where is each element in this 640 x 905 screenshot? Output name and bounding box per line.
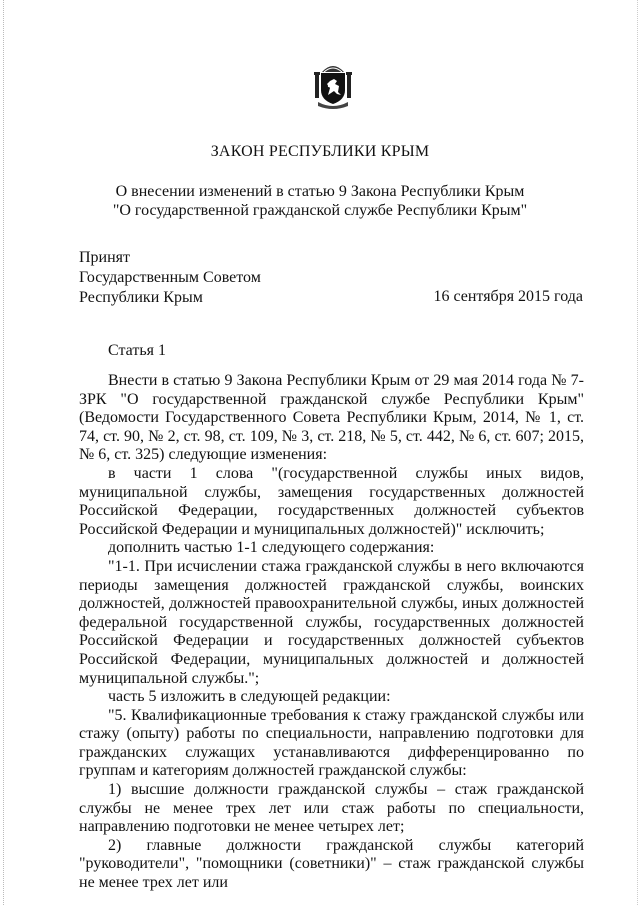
paragraph: "5. Квалификационные требования к стажу гражданской службы или стажу (опыту) работы по специальности, направлению подготовки для гражданских служащих устанавливаются дифференцированно по группам и категориям должностей гражданской службы: xyxy=(79,706,584,780)
subtitle-line-1: О внесении изменений в статью 9 Закона Республики Крым xyxy=(115,183,525,200)
coat-of-arms-crimea-icon xyxy=(314,62,352,110)
adoption-line-3: Республики Крым xyxy=(79,289,203,306)
paragraph: часть 5 изложить в следующей редакции: xyxy=(108,688,391,706)
adoption-line-1: Принят xyxy=(79,249,131,266)
article-heading: Статья 1 xyxy=(108,342,166,359)
subtitle-line-2: "О государственной гражданской службе Республики Крым" xyxy=(112,202,528,219)
paragraph: 2) главные должности гражданской службы категорий "руководители", "помощники (советники)" – стаж гражданской службы не менее трех лет или xyxy=(79,836,584,892)
scan-edge-left xyxy=(3,0,4,905)
paragraph: 1) высшие должности гражданской службы – стаж гражданской службы не менее трех лет или стаж работы по специальности, направлению подготовки не менее четырех лет; xyxy=(79,781,584,836)
adoption-line-2: Государственным Советом xyxy=(79,269,261,286)
scan-edge-right xyxy=(637,0,638,905)
adoption-date: 16 сентября 2015 года xyxy=(433,288,583,305)
article-body xyxy=(79,372,584,893)
adoption-block xyxy=(79,248,261,308)
document-subtitle xyxy=(0,182,640,220)
document-title: ЗАКОН РЕСПУБЛИКИ КРЫМ xyxy=(210,143,430,160)
paragraph: дополнить частью 1-1 следующего содержания: xyxy=(108,539,435,557)
paragraph: Внести в статью 9 Закона Республики Крым от 29 мая 2014 года № 7-ЗРК "О государственной гражданской службе Республики Крым" (Ведомости Государственного Совета Республики Крым, 2014, № 1, ст. 74, ст. 90, № 2, ст. 98, ст. 109, № 3, ст. 218, № 5, ст. 442, № 6, ст. 607; 2015, № 6, ст. 325) следующие изменения: xyxy=(79,372,584,464)
paragraph: "1-1. При исчислении стажа гражданской службы в него включаются периоды замещения должностей гражданской службы, воинских должностей, должностей правоохранительной службы, иных должностей федеральной государственной службы, государственных должностей Российской Федерации и государственных должностей субъектов Российской Федерации, муниципальных должностей и должностей муниципальной службы."; xyxy=(79,557,584,687)
paragraph: в части 1 слова "(государственной службы иных видов, муниципальной службы, замещения государственных должностей Российской Федерации, государственных должностей субъектов Российской Федерации и муниципальных должностей)" исключить; xyxy=(79,464,584,538)
